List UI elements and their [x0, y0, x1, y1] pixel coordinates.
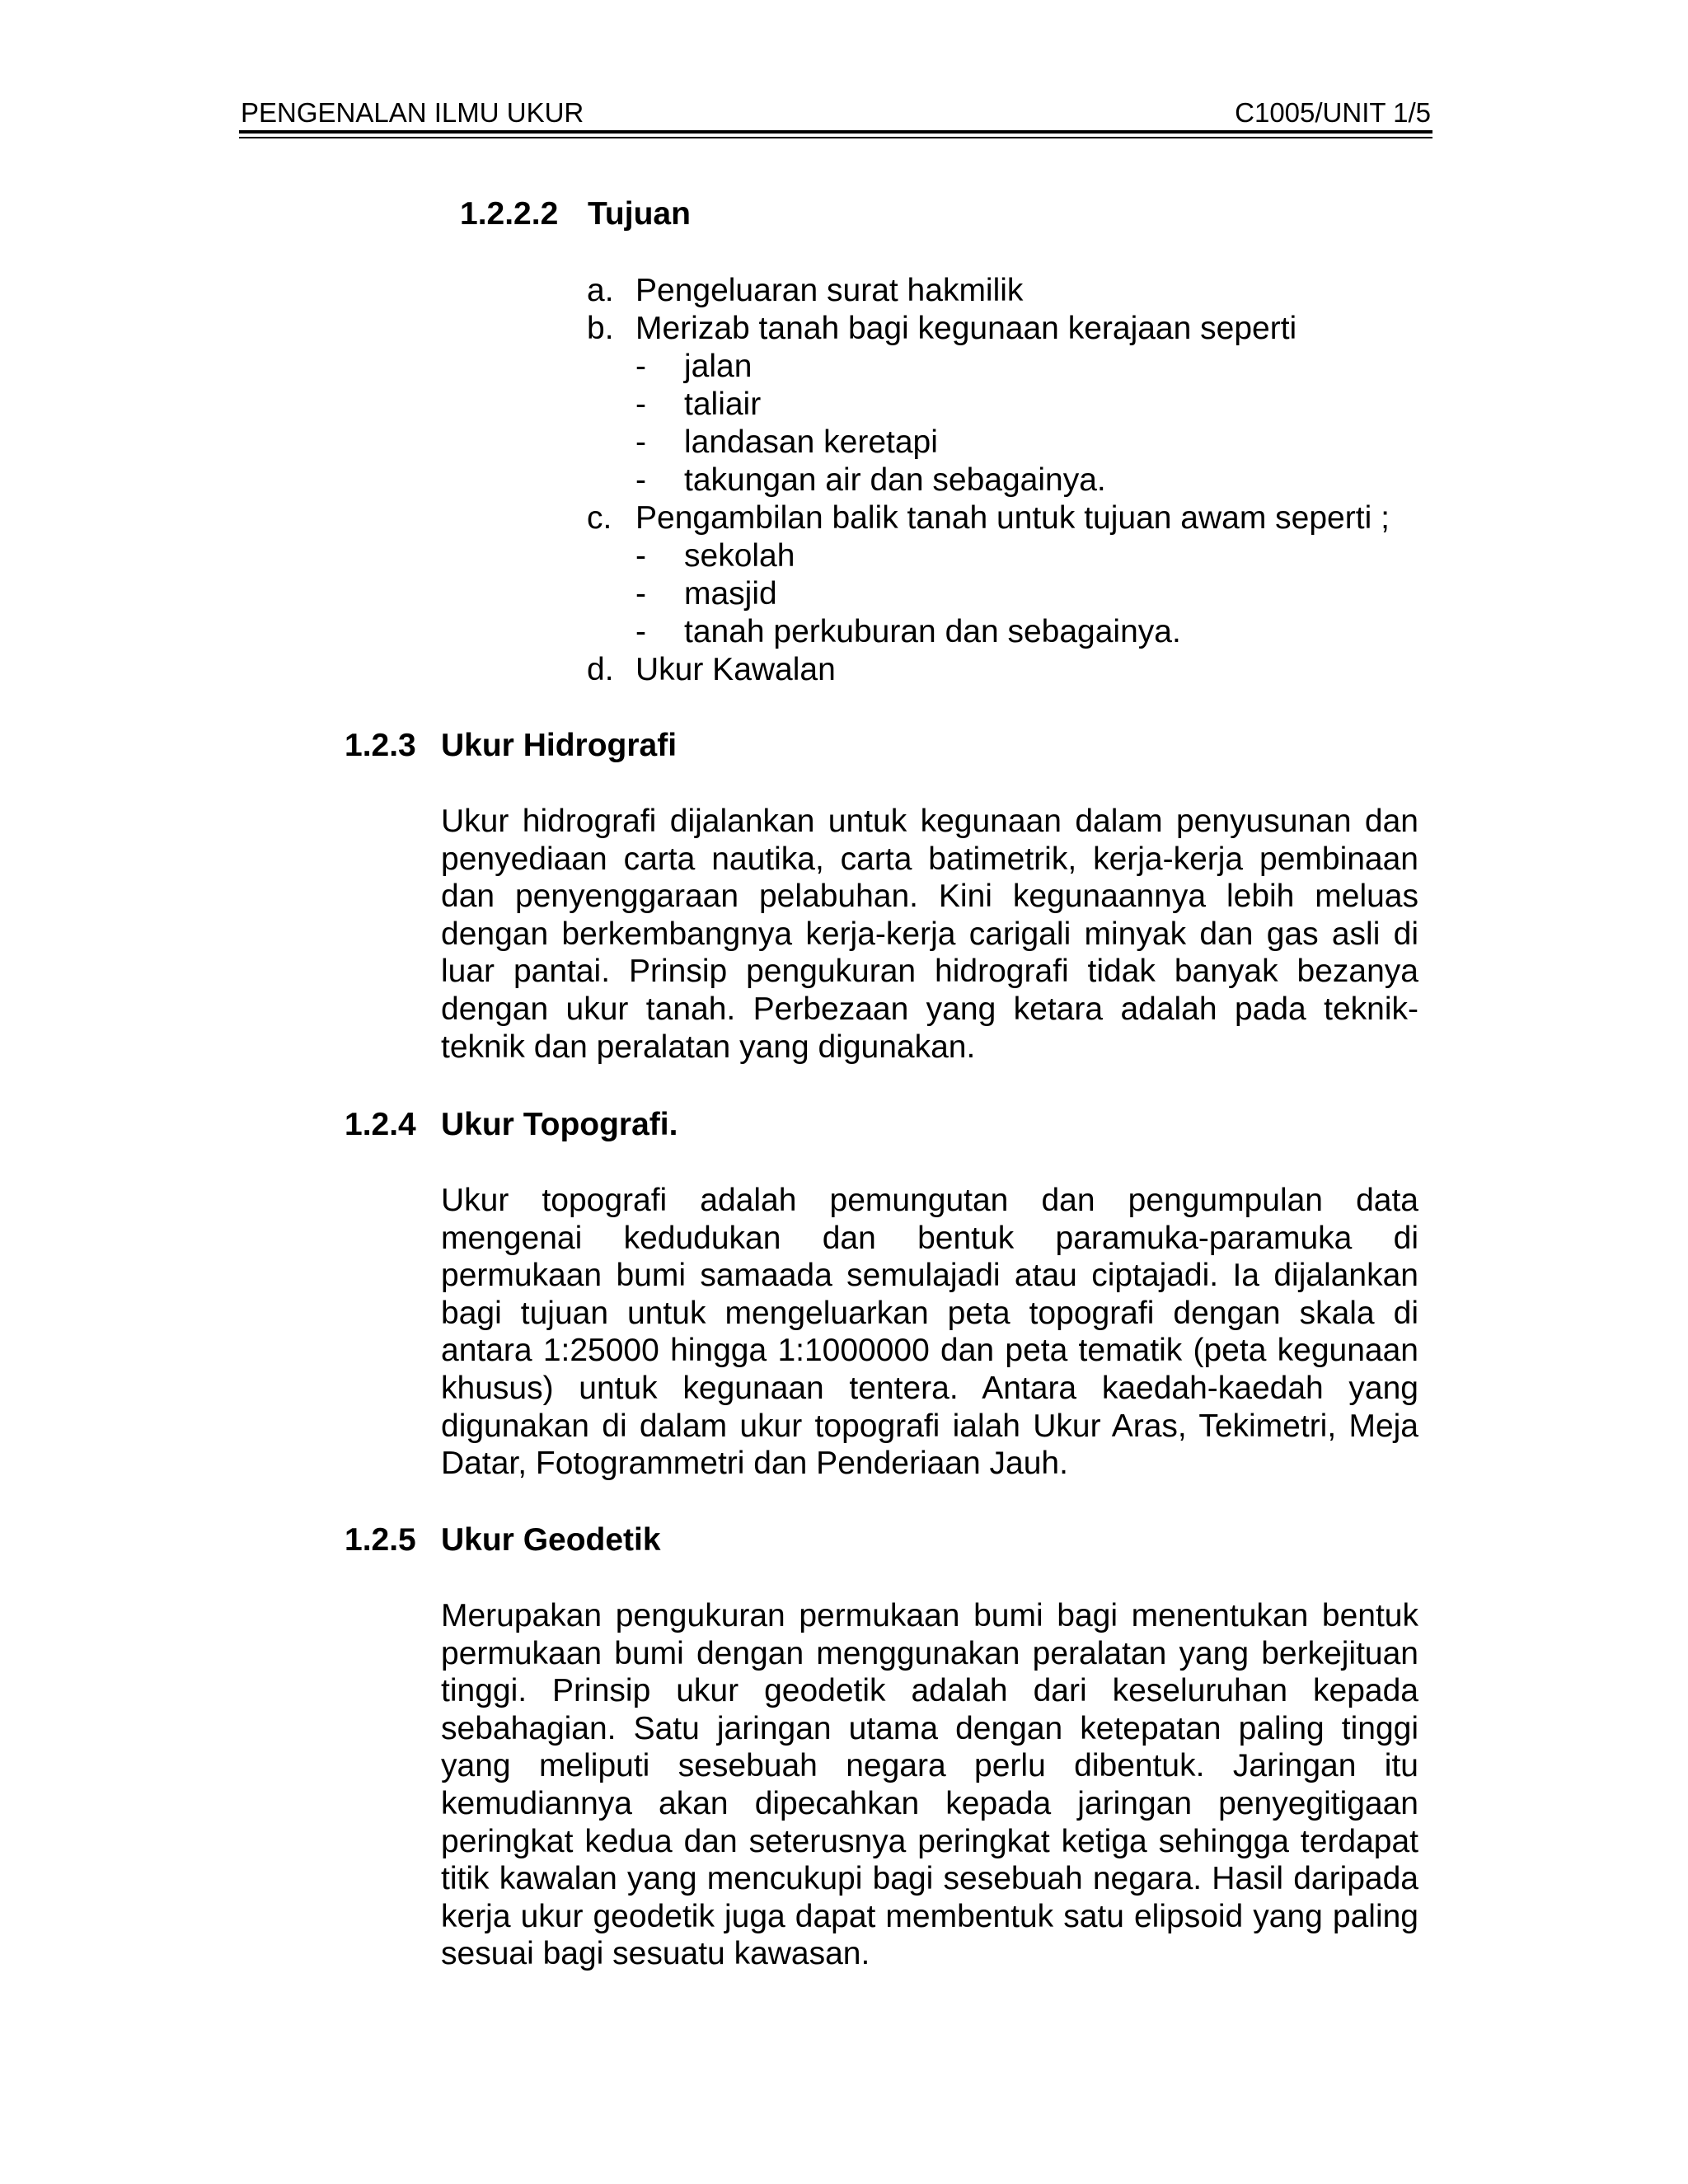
list-text: sekolah [684, 538, 795, 574]
section-title: Ukur Geodetik [441, 1522, 661, 1558]
list-marker: - [635, 387, 646, 422]
list-text: landasan keretapi [684, 424, 938, 460]
list-text: Ukur Kawalan [635, 652, 836, 687]
paragraph-geodetik: Merupakan pengukuran permukaan bumi bagi menentukan bentuk permukaan bumi dengan menggunakan peralatan yang berkejituan tinggi. Prinsip ukur geodetik adalah dari keseluruhan kepada sebahagian. Satu jaringan utama dengan ketepatan paling tinggi yang meliputi sesebuah negara perlu dibentuk. Jaringan itu kemudiannya akan dipecahkan kepada jaringan penyegitigaan peringkat kedua dan seterusnya peringkat ketiga sehingga terdapat titik kawalan yang mencukupi bagi sesebuah negara. Hasil daripada kerja ukur geodetik juga dapat membentuk satu elipsoid yang paling sesuai bagi sesuatu kawasan. [441, 1598, 1418, 1972]
list-marker: - [635, 576, 646, 612]
list-marker: - [635, 349, 646, 384]
header-rule-secondary [239, 137, 1432, 138]
list-text: takungan air dan sebagainya. [684, 462, 1106, 498]
list-text: Pengeluaran surat hakmilik [635, 273, 1024, 308]
section-heading-hidrografi [345, 727, 839, 765]
page-header [239, 97, 1432, 135]
list-marker: d. [587, 652, 614, 687]
list-text: masjid [684, 576, 777, 612]
list-marker: - [635, 462, 646, 498]
list-text: Merizab tanah bagi kegunaan kerajaan seperti [635, 311, 1297, 346]
section-number: 1.2.5 [345, 1522, 416, 1558]
list-text: Pengambilan balik tanah untuk tujuan awam seperti ; [635, 500, 1390, 536]
section-title: Tujuan [588, 196, 691, 232]
list-marker: a. [587, 273, 614, 308]
header-rule [239, 130, 1432, 134]
section-number: 1.2.2.2 [460, 196, 559, 232]
section-title: Ukur Hidrografi [441, 728, 678, 763]
list-text: jalan [684, 349, 753, 384]
list-marker: - [635, 424, 646, 460]
header-unit-label: C1005/UNIT 1/5 [1235, 97, 1431, 128]
list-marker: c. [587, 500, 612, 536]
paragraph-topografi: Ukur topografi adalah pemungutan dan pengumpulan data mengenai kedudukan dan bentuk paramuka-paramuka di permukaan bumi samaada semulajadi atau ciptajadi. Ia dijalankan bagi tujuan untuk mengeluarkan peta topografi dengan skala di antara 1:25000 hingga 1:1000000 dan peta tematik (peta kegunaan khusus) untuk kegunaan tentera. Antara kaedah-kaedah yang digunakan di dalam ukur topografi ialah Ukur Aras, Tekimetri, Meja Datar, Fotogrammetri dan Penderiaan Jauh. [441, 1183, 1418, 1482]
list-marker: b. [587, 311, 614, 346]
list-marker: - [635, 614, 646, 649]
section-heading-topografi [345, 1106, 839, 1144]
section-number: 1.2.4 [345, 1107, 416, 1142]
list-text: taliair [684, 387, 762, 422]
section-title: Ukur Topografi. [441, 1107, 678, 1142]
section-heading-geodetik [345, 1521, 839, 1559]
list-marker: - [635, 538, 646, 574]
header-title: PENGENALAN ILMU UKUR [241, 97, 584, 128]
list-text: tanah perkuburan dan sebagainya. [684, 614, 1181, 649]
section-heading-tujuan [460, 195, 954, 233]
paragraph-hidrografi: Ukur hidrografi dijalankan untuk kegunaan dalam penyusunan dan penyediaan carta nautika, carta batimetrik, kerja-kerja pembinaan dan penyenggaraan pelabuhan. Kini kegunaannya lebih meluas dengan berkembangnya kerja-kerja carigali minyak dan gas asli di luar pantai. Prinsip pengukuran hidrografi tidak banyak bezanya dengan ukur tanah. Perbezaan yang ketara adalah pada teknik-teknik dan peralatan yang digunakan. [441, 804, 1418, 1065]
section-number: 1.2.3 [345, 728, 416, 763]
